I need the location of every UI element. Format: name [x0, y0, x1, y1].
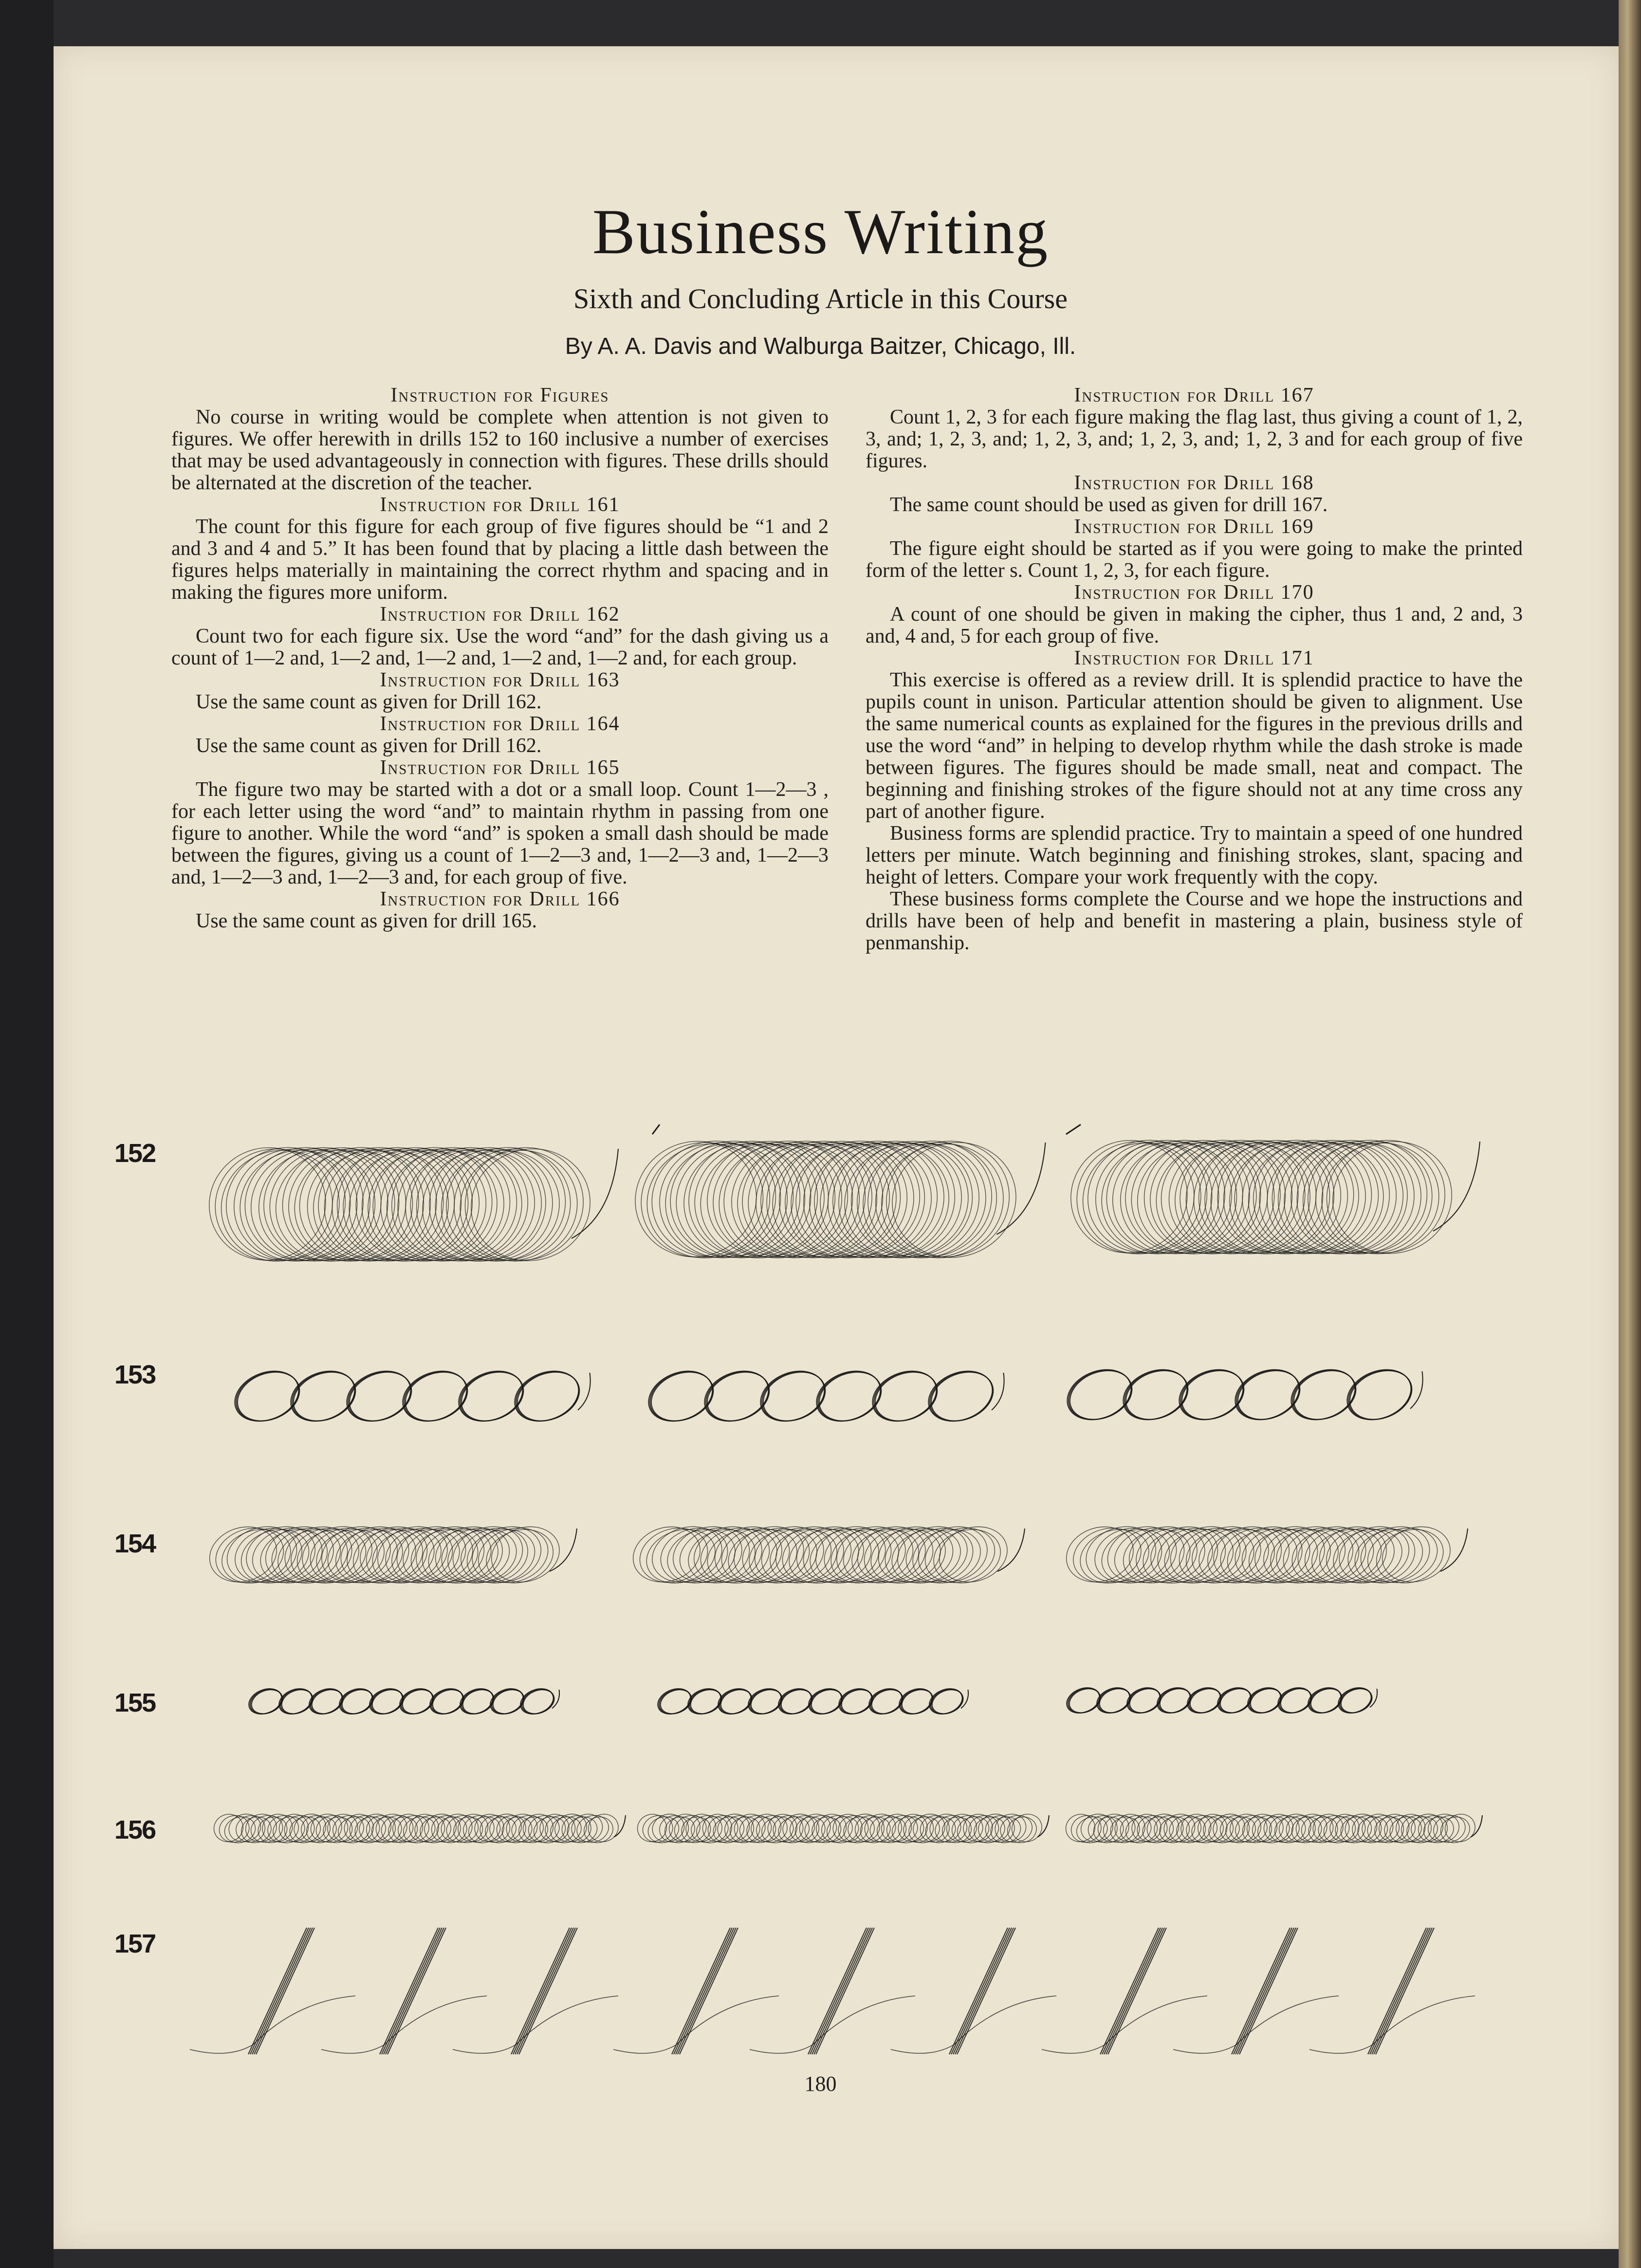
instruction-text: Count two for each figure six. Use the word “and” for the dash giving us a count of 1—2 and, 1—2 and, 1—2 and, 1—2 and, 1—2 and, for each group. [171, 625, 829, 669]
instruction-text: Use the same count as given for drill 165. [196, 910, 537, 932]
slant-stroke [613, 1928, 779, 2054]
instruction-heading: Instruction for Drill 170 [1074, 581, 1314, 604]
left-column [171, 385, 829, 932]
instruction-heading: Instruction for Drill 162 [380, 603, 620, 626]
drill-153-oval-exercise [229, 1358, 1504, 1431]
oval-group [1063, 1683, 1378, 1718]
drill-number-154: 154 [114, 1529, 156, 1558]
instruction-text: Use the same count as given for Drill 162. [196, 691, 542, 713]
oval-group [245, 1684, 560, 1719]
oval-group [654, 1684, 969, 1719]
instruction-text: This exercise is offered as a review drill. It is splendid practice to have the pupils count in unison. Particular attention should be given to alignment. Use the same numerical counts as explained for the figures in the previous drills and use the word “and” in helping to develop rhythm while the dash stroke is made between figures. The figures should be made small, neat and compact. The beginning and finishing strokes of the figure should not at any time cross any part of another figure. [866, 669, 1523, 823]
instruction-text: The count for this figure for each group of five figures should be “1 and 2 and 3 and 4 and 5.” It has been found that by placing a little dash between the figures helps materially in maintaining the correct rhythm and spacing and in making the figures more uniform. [171, 516, 829, 604]
oval-group [1059, 1518, 1468, 1592]
instruction-heading: Instruction for Drill 165 [380, 756, 620, 779]
slant-stroke [321, 1928, 487, 2054]
article-title: Business Writing [592, 196, 1049, 267]
drill-number-155: 155 [114, 1688, 156, 1717]
instruction-text: Use the same count as given for Drill 162. [196, 735, 542, 757]
slant-stroke [190, 1928, 355, 2054]
instruction-heading: Instruction for Drill 166 [380, 888, 620, 910]
instruction-text: The same count should be used as given for drill 167. [890, 494, 1328, 516]
drill-154-oval-exercise [204, 1519, 1494, 1592]
drill-157-slant-exercise [200, 1923, 1465, 2069]
slant-stroke [453, 1928, 618, 2054]
oval-group [626, 1518, 1025, 1592]
oval-group [227, 1362, 590, 1430]
oval-group [210, 1810, 626, 1847]
oval-group [1062, 1810, 1482, 1847]
article-byline: By A. A. Davis and Walburga Baitzer, Chicago, Ill. [565, 333, 1076, 359]
oval-group [1056, 1125, 1480, 1270]
slant-stroke [1173, 1928, 1339, 2054]
instruction-heading: Instruction for Drill 171 [1074, 647, 1314, 669]
oval-group [634, 1810, 1049, 1847]
drill-number-152: 152 [114, 1139, 156, 1168]
drill-152-oval-exercise [204, 1120, 1494, 1280]
drill-155-oval-exercise [243, 1682, 1485, 1721]
instruction-text: Count 1, 2, 3 for each figure making the flag last, thus giving a count of 1, 2, 3, and; 1, 2, 3, and; 1, 2, 3, and; 1, 2, 3, and; 1, 2, 3 and for each group of five figures. [866, 406, 1523, 472]
instruction-heading: Instruction for Drill 161 [380, 494, 620, 516]
drill-number-156: 156 [114, 1815, 156, 1844]
instruction-text: The figure two may be started with a dot or a small loop. Count 1—2—3 , for each letter using the word “and” to maintain rhythm in passing from one figure to another. While the word “and” is spoken a small dash should be made between the figures, giving us a count of 1—2—3 and, 1—2—3 and, 1—2—3 and, 1—2—3 and, 1—2—3 and, for each group of five. [171, 778, 829, 888]
page-number: 180 [804, 2072, 837, 2096]
instruction-heading: Instruction for Drill 169 [1074, 516, 1314, 538]
article-subtitle: Sixth and Concluding Article in this Course [573, 283, 1068, 314]
instruction-text: A count of one should be given in making the cipher, thus 1 and, 2 and, 3 and, 4 and, 5 for each group of five. [866, 603, 1523, 647]
instruction-text: These business forms complete the Course and we hope the instructions and drills have been of help and benefit in mastering a plain, business style of penmanship. [866, 888, 1523, 954]
instruction-heading: Instruction for Figures [390, 384, 609, 406]
instruction-heading: Instruction for Drill 167 [1074, 384, 1314, 406]
oval-group [620, 1125, 1045, 1273]
oval-group [1060, 1361, 1423, 1429]
slant-stroke [1042, 1928, 1207, 2054]
drill-156-oval-band [209, 1808, 1504, 1847]
slant-stroke [1309, 1928, 1475, 2054]
instruction-heading: Instruction for Drill 163 [380, 669, 620, 691]
instruction-text: No course in writing would be complete when attention is not given to figures. We offer herewith in drills 152 to 160 inclusive a number of exercises that may be used advantageously in connection with figures. These drills should be alternated at the discretion of the teacher. [171, 406, 829, 494]
instruction-text: Business forms are splendid practice. Try to maintain a speed of one hundred letters per minute. Watch beginning and finishing strokes, slant, spacing and height of letters. Compare your work frequently with the copy. [866, 822, 1523, 888]
slant-stroke [750, 1928, 915, 2054]
slant-stroke [891, 1928, 1056, 2054]
instruction-heading: Instruction for Drill 168 [1074, 472, 1314, 494]
oval-group [195, 1132, 618, 1277]
drill-number-157: 157 [114, 1929, 156, 1958]
check-mark [652, 1125, 660, 1134]
oval-group [641, 1362, 1004, 1430]
instruction-heading: Instruction for Drill 164 [380, 713, 620, 735]
drill-number-153: 153 [114, 1360, 156, 1389]
instruction-text: The figure eight should be started as if you were going to make the printed form of the letter s. Count 1, 2, 3, for each figure. [866, 537, 1523, 582]
oval-group [203, 1518, 577, 1592]
right-column [866, 385, 1523, 954]
check-mark [1066, 1125, 1081, 1134]
